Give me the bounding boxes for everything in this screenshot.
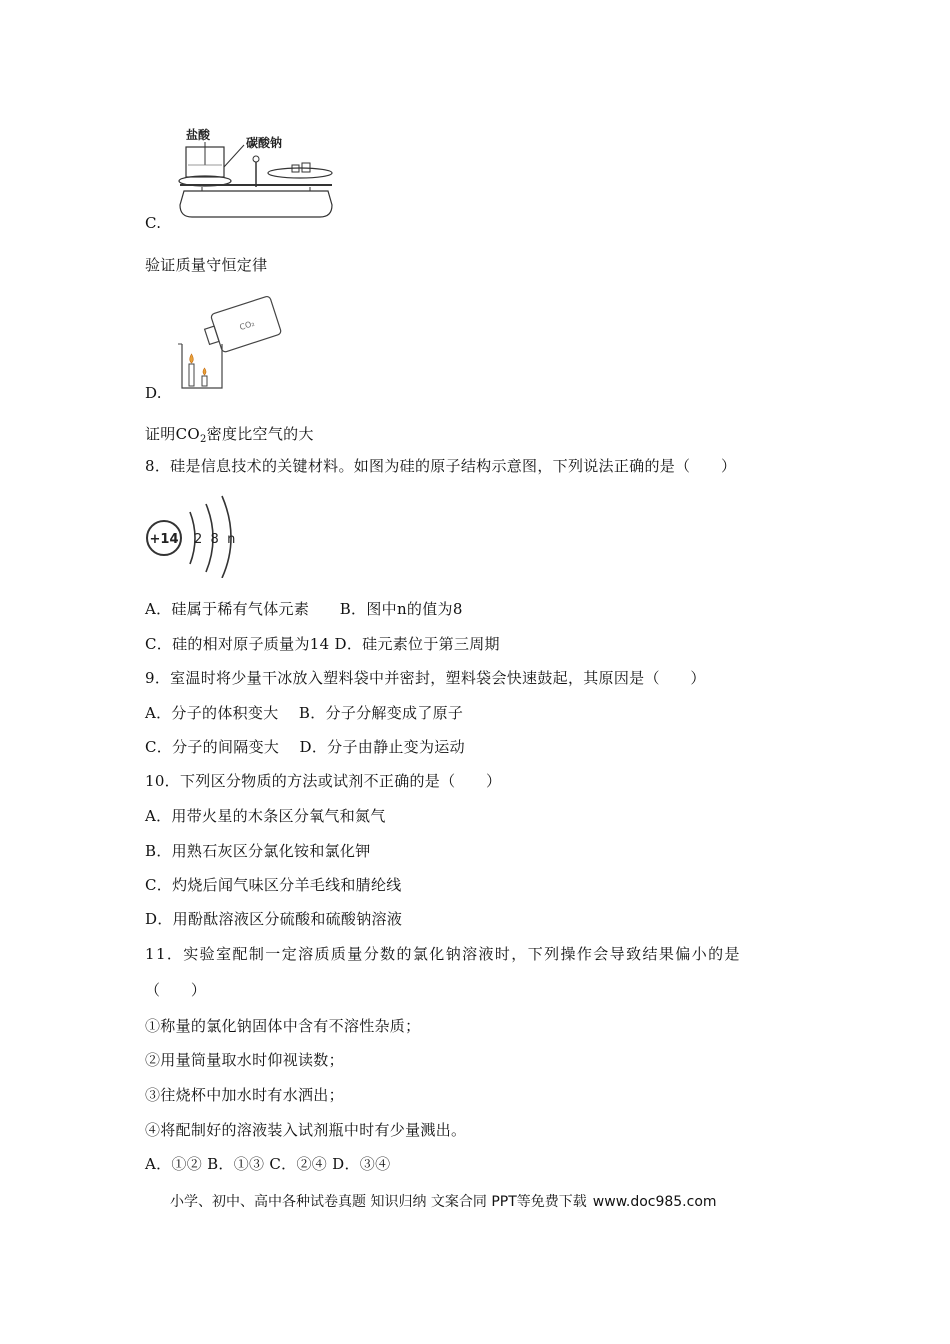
q11-item-4: ④将配制好的溶液装入试剂瓶中时有少量溅出。 [145, 1121, 467, 1139]
option-c-label: C. [145, 214, 162, 232]
q9-stem: 9．室温时将少量干冰放入塑料袋中并密封，塑料袋会快速鼓起，其原因是（ ） [145, 669, 706, 687]
q11-stem: 11．实验室配制一定溶质质量分数的氯化钠溶液时，下列操作会导致结果偏小的是 [145, 945, 741, 963]
figure-label-carbonate: 碳酸钠 [246, 136, 283, 150]
option-d-caption: 证明$CO_2$密度比空气的大 [145, 425, 314, 445]
q8-stem: 8．硅是信息技术的关键材料。如图为硅的原子结构示意图，下列说法正确的是（ ） [145, 457, 737, 475]
balance-experiment-figure [172, 125, 342, 225]
q11-stem-cont: （ ） [145, 981, 207, 999]
q11-item-2: ②用量筒量取水时仰视读数； [145, 1051, 344, 1069]
atom-shell-numbers: 2 8 n [194, 532, 236, 547]
option-c-caption: 验证质量守恒定律 [145, 256, 268, 274]
figure-label-co2: CO₂ [238, 318, 256, 333]
q9-options-cd: C．分子的间隔变大 D．分子由静止变为运动 [145, 738, 465, 756]
footer-text: 小学、初中、高中各种试卷真题 知识归纳 文案合同 PPT等免费下载 [170, 1194, 587, 1210]
q11-item-3: ③往烧杯中加水时有水洒出； [145, 1086, 344, 1104]
footer-link[interactable]: www.doc985.com [592, 1194, 717, 1210]
figure-label-acid: 盐酸 [186, 128, 211, 142]
atom-nucleus: +14 [149, 532, 179, 547]
q8-options-ab: A．硅属于稀有气体元素 B．图中n的值为8 [145, 600, 463, 618]
q10-option-d: D．用酚酞溶液区分硫酸和硫酸钠溶液 [145, 910, 403, 928]
page-footer [170, 1192, 717, 1212]
option-d-label: D. [145, 384, 162, 402]
q9-options-ab: A．分子的体积变大 B．分子分解变成了原子 [145, 704, 464, 722]
q10-option-b: B．用熟石灰区分氯化铵和氯化钾 [145, 842, 371, 860]
silicon-atom-diagram [142, 490, 252, 578]
q10-option-a: A．用带火星的木条区分氧气和氮气 [145, 807, 386, 825]
q10-stem: 10．下列区分物质的方法或试剂不正确的是（ ） [145, 772, 502, 790]
q8-options-cd: C．硅的相对原子质量为14 D．硅元素位于第三周期 [145, 635, 500, 653]
q11-item-1: ①称量的氯化钠固体中含有不溶性杂质； [145, 1017, 421, 1035]
q11-options: A．①② B．①③ C．②④ D．③④ [145, 1155, 391, 1173]
q10-option-c: C．灼烧后闻气味区分羊毛线和腈纶线 [145, 876, 402, 894]
co2-pouring-figure [172, 292, 292, 392]
